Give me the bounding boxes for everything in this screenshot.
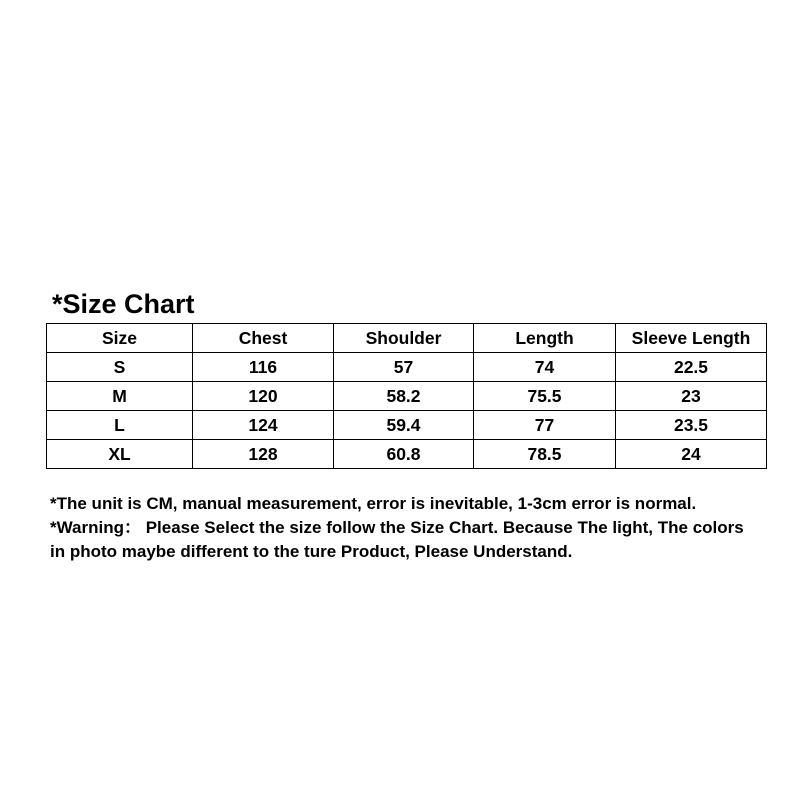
column-header-size: Size xyxy=(47,324,193,353)
table-header-row xyxy=(47,324,767,353)
table-cell: 22.5 xyxy=(616,353,767,382)
table-cell: 120 xyxy=(193,382,334,411)
size-chart-table xyxy=(46,323,767,469)
table-cell: 75.5 xyxy=(474,382,616,411)
column-header-shoulder: Shoulder xyxy=(334,324,474,353)
table-cell: 116 xyxy=(193,353,334,382)
column-header-sleeve-length: Sleeve Length xyxy=(616,324,767,353)
table-cell: 59.4 xyxy=(334,411,474,440)
page-title: *Size Chart xyxy=(52,289,195,319)
table-cell: 57 xyxy=(334,353,474,382)
table-cell: 58.2 xyxy=(334,382,474,411)
column-header-chest: Chest xyxy=(193,324,334,353)
table-row xyxy=(47,440,767,469)
table-cell: 74 xyxy=(474,353,616,382)
column-header-length: Length xyxy=(474,324,616,353)
table-cell: 23.5 xyxy=(616,411,767,440)
table-row xyxy=(47,382,767,411)
table-row xyxy=(47,353,767,382)
table-cell: 77 xyxy=(474,411,616,440)
table-cell: 128 xyxy=(193,440,334,469)
table-row xyxy=(47,411,767,440)
table-cell: M xyxy=(47,382,193,411)
table-cell: S xyxy=(47,353,193,382)
table-cell: 124 xyxy=(193,411,334,440)
table-cell: 60.8 xyxy=(334,440,474,469)
table-cell: 23 xyxy=(616,382,767,411)
table-cell: XL xyxy=(47,440,193,469)
table-cell: 24 xyxy=(616,440,767,469)
table-cell: 78.5 xyxy=(474,440,616,469)
measurement-note: *The unit is CM, manual measurement, error is inevitable, 1-3cm error is normal. *Warning： Please Select the size follow the Size Chart. Because The light, The colors in photo maybe different to the ture Product, Please Understand. xyxy=(50,494,744,561)
table-cell: L xyxy=(47,411,193,440)
